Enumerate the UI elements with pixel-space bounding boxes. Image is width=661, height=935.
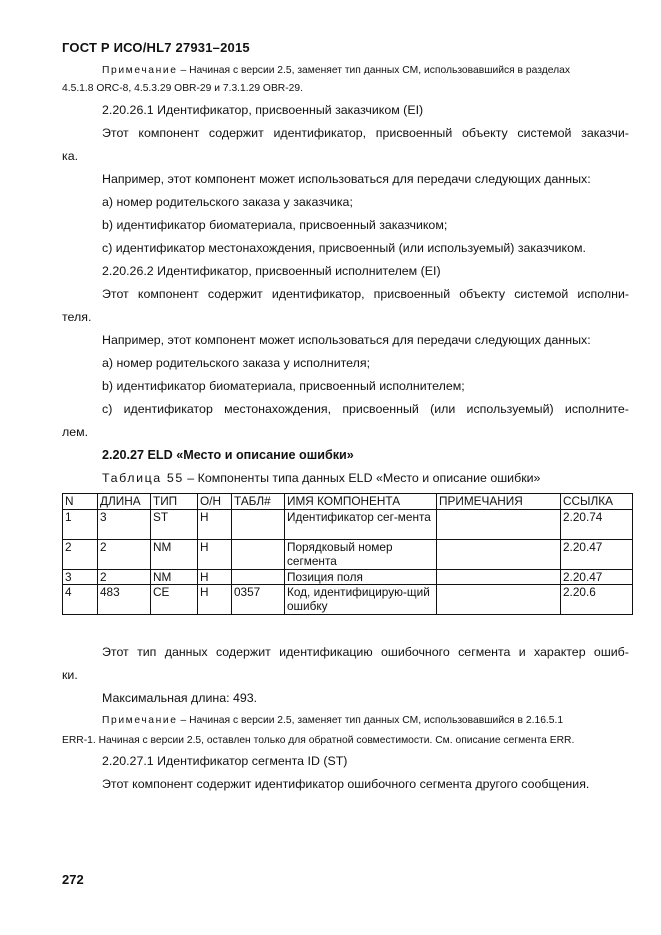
list-item: b) идентификатор биоматериала, присвоенный заказчиком; [102, 218, 448, 232]
list-item: c) идентификатор местонахождения, присвоенный (или используемый) исполните- [102, 402, 629, 416]
paragraph-line: Этот тип данных содержит идентификацию ошибочного сегмента и характер ошиб- [102, 645, 629, 659]
paragraph: Например, этот компонент может использоваться для передачи следующих данных: [102, 333, 591, 347]
table-cell: 4 [63, 585, 98, 615]
list-item-continuation: лем. [62, 425, 89, 439]
table-cell [232, 540, 285, 570]
table-header-row [63, 494, 633, 510]
table-cell: Н [198, 510, 232, 540]
table-cell: 2 [98, 540, 151, 570]
paragraph-line: Этот компонент содержит идентификатор, присвоенный объекту системой исполни- [102, 287, 629, 301]
table-cell: NM [151, 540, 198, 570]
page-number: 272 [62, 872, 84, 887]
column-header: ПРИМЕЧАНИЯ [437, 494, 561, 510]
table-cell: 483 [98, 585, 151, 615]
list-item: a) номер родительского заказа у исполнителя; [102, 356, 371, 370]
column-header: ССЫЛКА [561, 494, 633, 510]
table-cell: Н [198, 585, 232, 615]
section-heading-bold: 2.20.27 ELD «Место и описание ошибки» [102, 448, 354, 462]
list-item: c) идентификатор местонахождения, присвоенный (или используемый) заказчиком. [102, 241, 586, 255]
note-label: Примечание [102, 715, 178, 726]
paragraph: Например, этот компонент может использоваться для передачи следующих данных: [102, 172, 591, 186]
note-text: – Начиная с версии 2.5, заменяет тип данных CM, использовавшийся в 2.16.5.1 [180, 715, 564, 726]
section-heading: 2.20.26.2 Идентификатор, присвоенный исполнителем (EI) [102, 264, 441, 278]
note-line-2: ERR-1. Начиная с версии 2.5, оставлен только для обратной совместимости. См. описание сегмента ERR. [62, 735, 575, 746]
table-cell: 3 [63, 570, 98, 585]
table-cell: 2.20.47 [561, 570, 633, 585]
table-cell: 2.20.74 [561, 510, 633, 540]
table-caption-label: Таблица 55 [102, 471, 184, 485]
column-header: ТИП [151, 494, 198, 510]
table-cell [232, 570, 285, 585]
max-length: Максимальная длина: 493. [102, 691, 258, 705]
note-line-1 [102, 714, 563, 728]
table-cell: CE [151, 585, 198, 615]
table-cell: 2.20.6 [561, 585, 633, 615]
table-cell: Позиция поля [285, 570, 437, 585]
column-header: N [63, 494, 98, 510]
column-header: ДЛИНА [98, 494, 151, 510]
column-header: ТАБЛ# [232, 494, 285, 510]
table-cell: Н [198, 540, 232, 570]
note-line-1 [102, 64, 570, 78]
table-cell: 2 [98, 570, 151, 585]
table-row [63, 570, 633, 585]
paragraph-line: ки. [62, 668, 78, 682]
table-cell [437, 585, 561, 615]
table-cell: 0357 [232, 585, 285, 615]
table-caption-text: – Компоненты типа данных ELD «Место и описание ошибки» [187, 471, 541, 485]
paragraph: Этот компонент содержит идентификатор ошибочного сегмента другого сообщения. [102, 777, 590, 791]
list-item: a) номер родительского заказа у заказчика; [102, 195, 353, 209]
table-cell: 2 [63, 540, 98, 570]
section-heading: 2.20.26.1 Идентификатор, присвоенный заказчиком (EI) [102, 103, 424, 117]
note-text: – Начиная с версии 2.5, заменяет тип данных CM, использовавшийся в разделах [180, 65, 570, 76]
column-header: ИМЯ КОМПОНЕНТА [285, 494, 437, 510]
note-label: Примечание [102, 65, 178, 76]
table-cell: 3 [98, 510, 151, 540]
table-cell: Н [198, 570, 232, 585]
table-row [63, 585, 633, 615]
table-cell: ST [151, 510, 198, 540]
table-cell: 2.20.47 [561, 540, 633, 570]
paragraph-line: теля. [62, 310, 92, 324]
table-cell: Порядковый номер сегмента [285, 540, 437, 570]
column-header: О/Н [198, 494, 232, 510]
table-caption [102, 471, 540, 486]
table-cell: 1 [63, 510, 98, 540]
table-cell [437, 540, 561, 570]
table-cell: Идентификатор сег-мента [285, 510, 437, 540]
standard-header: ГОСТ Р ИСО/HL7 27931–2015 [62, 40, 250, 55]
table-row [63, 540, 633, 570]
table-cell [232, 510, 285, 540]
list-item: b) идентификатор биоматериала, присвоенный исполнителем; [102, 379, 465, 393]
table-cell [437, 570, 561, 585]
table-row [63, 510, 633, 540]
paragraph-line: ка. [62, 149, 79, 163]
table-cell: Код, идентифицирую-щий ошибку [285, 585, 437, 615]
note-line-2: 4.5.1.8 ORC-8, 4.5.3.29 OBR-29 и 7.3.1.29 OBR-29. [62, 83, 303, 94]
table-cell: NM [151, 570, 198, 585]
table-cell [437, 510, 561, 540]
section-heading: 2.20.27.1 Идентификатор сегмента ID (ST) [102, 754, 348, 768]
paragraph-line: Этот компонент содержит идентификатор, присвоенный объекту системой заказчи- [102, 126, 629, 140]
components-table [62, 493, 633, 615]
